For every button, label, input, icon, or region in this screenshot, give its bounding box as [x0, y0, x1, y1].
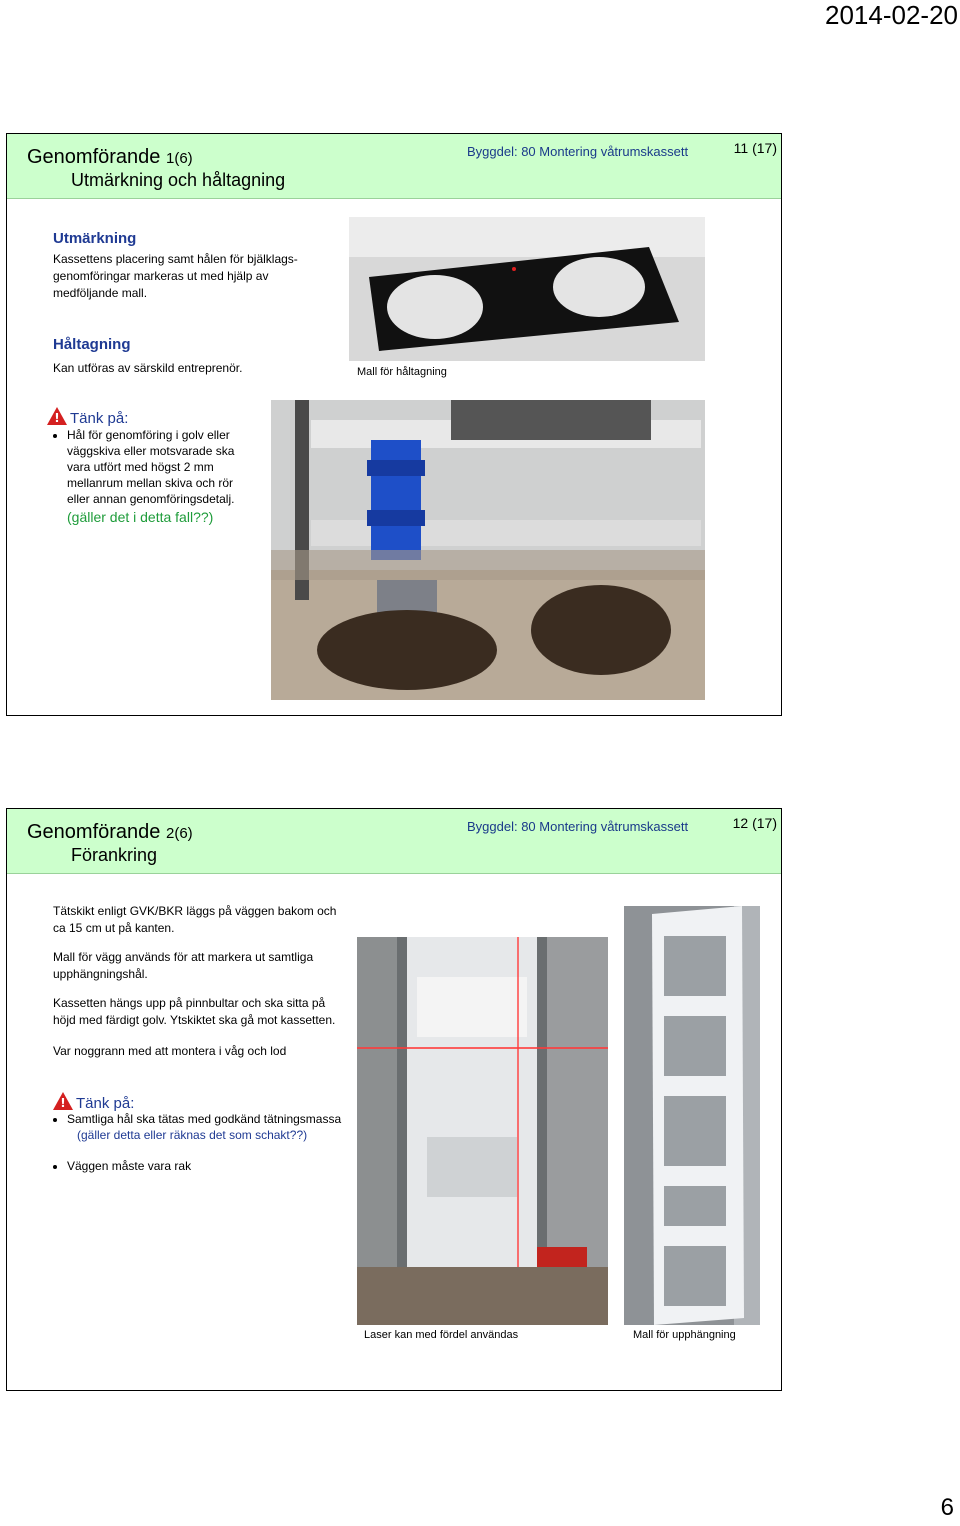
slide-subtitle: Förankring: [71, 845, 158, 865]
page-number: 6: [940, 1494, 954, 1521]
bullet-item: • Samtliga hål ska tätas med godkänd tätningsmassa: [67, 1111, 373, 1127]
bullet-item: • Hål för genomföring i golv eller väggskiva eller motsvarade ska vara utfört med högst 2 mm mellanrum mellan skiva och rör eller annan genomföringsdetalj.: [67, 427, 273, 507]
slide-subtitle: Utmärkning och håltagning: [71, 170, 286, 190]
paragraph-noggrann: Var noggrann med att montera i våg och lod: [53, 1044, 287, 1058]
paragraph-kassetten: Kassetten hängs upp på pinnbultar och ska sitta på höjd med färdigt golv. Ytskiktet ska gå mot kassetten.: [53, 996, 336, 1027]
slide-title: Genomförande 2(6): [27, 821, 193, 843]
slide-11: [6, 133, 782, 716]
slide-header: [7, 809, 781, 874]
bullet-item: • Väggen måste vara rak: [67, 1158, 373, 1174]
template-caption: Mall för håltagning: [357, 366, 447, 378]
slide-page-number: 11 (17): [733, 140, 777, 156]
laser-photo: [357, 937, 608, 1325]
slide-title: Genomförande 1(6): [27, 146, 193, 168]
warning-icon: !: [53, 1092, 73, 1110]
byggdel-label: Byggdel: 80 Montering våtrumskassett: [467, 819, 689, 834]
warning-icon: !: [47, 407, 67, 425]
byggdel-label: Byggdel: 80 Montering våtrumskassett: [467, 144, 689, 159]
tank-pa-heading: ! Tänk på:: [53, 1092, 134, 1113]
slide-header: [7, 134, 781, 199]
tank-pa-heading: ! Tänk på:: [47, 407, 128, 428]
utmarkning-text: Kassettens placering samt hålen för bjälklags- genomföringar markeras ut med hjälp av medföljande mall.: [53, 252, 298, 300]
document-date: 2014-02-20: [825, 0, 958, 30]
paragraph-mall: Mall för vägg används för att markera ut samtliga upphängningshål.: [53, 950, 314, 981]
utmarkning-heading: Utmärkning: [53, 230, 137, 247]
question-note: (gäller det i detta fall??): [67, 509, 214, 525]
haltagning-text: Kan utföras av särskild entreprenör.: [53, 361, 243, 375]
laser-caption: Laser kan med fördel användas: [364, 1329, 519, 1341]
bullet-note: (gäller detta eller räknas det som schakt??): [77, 1128, 308, 1142]
pipes-photo: [271, 400, 705, 700]
haltagning-heading: Håltagning: [53, 336, 131, 353]
mounting-template-caption: Mall för upphängning: [633, 1329, 736, 1341]
slide-12: [6, 808, 782, 1391]
paragraph-tatskikt: Tätskikt enligt GVK/BKR läggs på väggen bakom och ca 15 cm ut på kanten.: [53, 904, 337, 935]
tank-pa-bullets: [53, 427, 273, 525]
template-photo: [349, 217, 705, 361]
slide-page-number: 12 (17): [732, 815, 777, 831]
mounting-template-photo: [624, 906, 760, 1325]
tank-pa-bullets: [53, 1111, 373, 1174]
